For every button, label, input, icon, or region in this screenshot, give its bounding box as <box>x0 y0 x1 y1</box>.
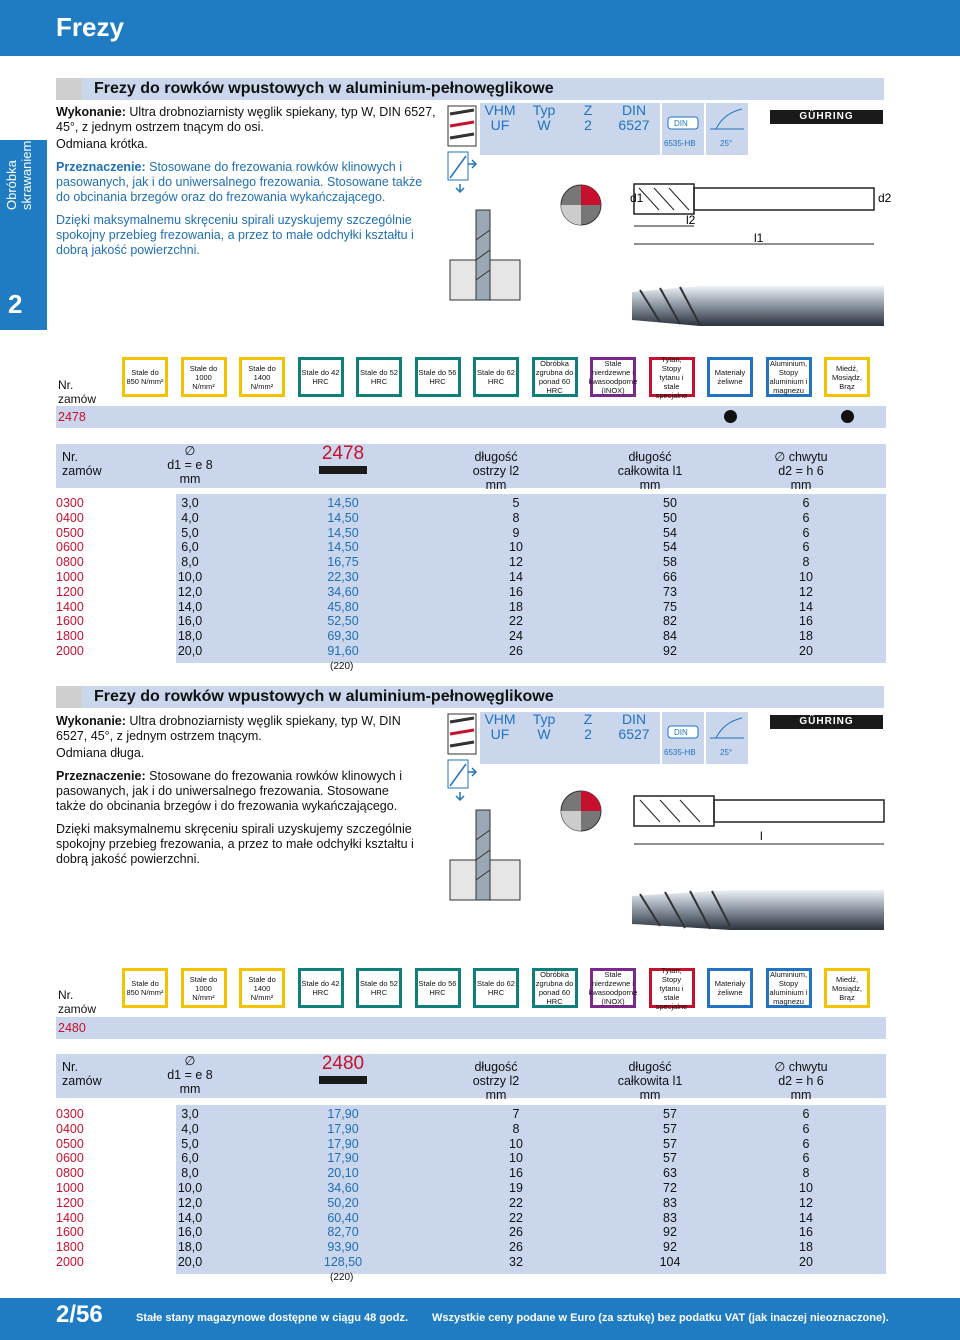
cell-price: 17,90 <box>327 1121 359 1136</box>
table-row <box>56 1255 886 1270</box>
cell-nr: 1400 <box>56 599 84 614</box>
cell-l2: 10 <box>509 540 523 555</box>
table-row <box>56 496 886 511</box>
benefit-text: Dzięki maksymalnemu skręceniu spirali uzyskujemy szczególnie spokojny przebieg frezowania, a przez to małe odchyłki kształtu i dobrą jakość powierzchni. <box>56 822 414 866</box>
cell-d2: 6 <box>802 1151 810 1166</box>
cell-l2: 26 <box>509 1225 523 1240</box>
order-number: 2480 <box>58 1021 86 1035</box>
cell-price: 17,90 <box>327 1151 359 1166</box>
cell-d: 20,0 <box>177 644 203 658</box>
material-box: Materiały żeliwne <box>707 968 753 1008</box>
cross-section-icon <box>556 786 606 836</box>
col-cutting-length: długość ostrzy l2 mm <box>472 450 520 492</box>
col-diameter: ∅ d1 = e 8 mm <box>167 1054 213 1096</box>
stock-note: Stałe stany magazynowe dostępne w ciągu 48 godz. <box>136 1312 409 1324</box>
cell-l2: 22 <box>509 614 523 629</box>
dimension-drawing <box>630 790 886 850</box>
cell-d: 10,0 <box>177 1181 203 1195</box>
cell-d2: 6 <box>802 496 810 510</box>
table-row <box>56 1107 886 1122</box>
cell-l1: 72 <box>663 1181 677 1195</box>
cell-d2: 14 <box>799 599 813 614</box>
cutting-mode-icons <box>446 104 478 194</box>
cell-price: 93,90 <box>327 1240 359 1255</box>
cell-price: 17,90 <box>327 1107 359 1121</box>
material-box: Miedź, Mosiądz, Brąz <box>824 357 870 397</box>
cell-l1: 104 <box>659 1255 681 1269</box>
din-shank-icon: DIN 6535-HB <box>662 103 704 155</box>
order-number: 2478 <box>58 410 86 424</box>
product-description <box>56 105 436 260</box>
col-diameter: ∅ d1 = e 8 mm <box>167 444 213 486</box>
cell-d: 12,0 <box>177 584 203 599</box>
helix-angle-icon: 25° <box>706 712 748 764</box>
material-box: Stale nierdzewne i kwasoodporne (INOX) <box>588 359 638 395</box>
cell-l1: 50 <box>663 510 677 525</box>
material-box: Aluminium, Stopy aluminium i magnezu <box>766 357 812 397</box>
cell-price: 16,75 <box>327 555 359 570</box>
cell-nr: 0300 <box>56 496 84 510</box>
helix-angle-icon: 25° <box>706 103 748 155</box>
cell-d: 6,0 <box>181 540 199 555</box>
cell-l2: 32 <box>509 1255 523 1269</box>
cell-d: 8,0 <box>181 555 199 570</box>
material-box: Stale do 1400 N/mm² <box>239 968 285 1008</box>
cell-nr: 0800 <box>56 555 84 570</box>
table-row <box>56 540 886 555</box>
cell-l1: 57 <box>663 1136 677 1151</box>
order-number-label: Nr. zamów <box>58 988 97 1016</box>
cell-d: 16,0 <box>177 614 203 629</box>
material-box: Stale nierdzewne i kwasoodporne (INOX) <box>588 970 638 1006</box>
cell-nr: 1000 <box>56 570 84 584</box>
cell-d2: 18 <box>799 629 813 644</box>
cell-l2: 24 <box>509 629 523 644</box>
spec-teeth: Z 2 <box>583 102 593 133</box>
svg-text:l1: l1 <box>754 231 764 245</box>
cell-nr: 1400 <box>56 1210 84 1225</box>
table-row <box>56 570 886 585</box>
cell-nr: 0400 <box>56 1121 84 1136</box>
cell-nr: 1000 <box>56 1181 84 1195</box>
page-footer <box>0 1298 960 1340</box>
spec-box <box>480 103 660 155</box>
purpose-text: Stosowane do frezowania rowków klinowych i pasowanych, jak i do uniwersalnego frezowania. Stosowane także do obcinania brzegów i do frezowania wykańczającego. <box>56 769 403 813</box>
cell-l1: 63 <box>663 1166 677 1181</box>
material-box: Obróbka zgrubna do ponad 60 HRC <box>532 968 578 1008</box>
variant-text: Odmiana krótka. <box>56 137 148 151</box>
svg-text:l: l <box>760 829 763 843</box>
cell-price: 52,50 <box>327 614 359 629</box>
section-heading: Frezy do rowków wpustowych w aluminium-pełnowęglikowe <box>94 688 554 705</box>
cell-d2: 8 <box>802 1166 810 1181</box>
material-box: Stale do 62 HRC <box>473 968 519 1008</box>
cell-d2: 12 <box>799 584 813 599</box>
cell-l1: 92 <box>663 1240 677 1255</box>
col-cutting-length: długość ostrzy l2 mm <box>472 1060 520 1102</box>
cell-nr: 0300 <box>56 1107 84 1121</box>
cell-l1: 82 <box>663 614 677 629</box>
material-box: Tytan, Stopy tytanu i stale specjalne <box>649 357 695 397</box>
material-box: Tytan, Stopy tytanu i stale specjalne <box>649 968 695 1008</box>
cell-d: 18,0 <box>177 629 203 644</box>
material-box: Aluminium, Stopy aluminium i magnezu <box>766 968 812 1008</box>
cell-price: 34,60 <box>327 584 359 599</box>
spec-teeth: Z 2 <box>583 711 593 742</box>
cell-price: 50,20 <box>327 1195 359 1210</box>
material-box: Stale do 52 HRC <box>356 357 402 397</box>
spec-type: Typ W <box>532 711 556 742</box>
cell-nr: 1600 <box>56 1225 84 1240</box>
table-row <box>56 1181 886 1196</box>
col-overall-length: długość całkowita l1 mm <box>617 1060 683 1102</box>
cell-d2: 6 <box>802 1136 810 1151</box>
din-shank-icon: DIN 6535-HB <box>662 712 704 764</box>
material-box: Stale do 850 N/mm² <box>122 357 168 397</box>
spec-box <box>480 712 660 764</box>
col-shank-diameter: ∅ chwytu d2 = h 6 mm <box>774 450 828 492</box>
cell-l1: 83 <box>663 1210 677 1225</box>
cell-l2: 22 <box>509 1210 523 1225</box>
cell-nr: 0400 <box>56 510 84 525</box>
material-box: Stale do 52 HRC <box>356 968 402 1008</box>
material-suitability-row <box>122 965 882 1014</box>
material-box: Stale do 1400 N/mm² <box>239 357 285 397</box>
table-footnote: (220) <box>330 1272 354 1283</box>
cell-l1: 54 <box>663 540 677 555</box>
chapter-number: 2 <box>8 289 23 319</box>
section-heading-bar <box>56 686 884 708</box>
cell-d: 10,0 <box>177 570 203 584</box>
cell-nr: 1800 <box>56 1240 84 1255</box>
order-number-label: Nr. zamów <box>58 378 97 406</box>
cell-price: 128,50 <box>323 1255 363 1269</box>
cell-l2: 18 <box>509 599 523 614</box>
page-header-bar <box>0 0 960 56</box>
table-footnote: (220) <box>330 661 354 672</box>
cell-nr: 2000 <box>56 1255 84 1269</box>
spec-type: Typ W <box>532 102 556 133</box>
cell-d: 20,0 <box>177 1255 203 1269</box>
cell-l1: 66 <box>663 570 677 584</box>
cell-price: 60,40 <box>327 1210 359 1225</box>
cell-nr: 1800 <box>56 629 84 644</box>
cell-l2: 16 <box>509 584 523 599</box>
execution-label: Wykonanie: <box>56 714 126 728</box>
cell-d: 8,0 <box>181 1166 199 1181</box>
cell-d: 5,0 <box>181 525 199 540</box>
table-row <box>56 614 886 629</box>
cell-nr: 0600 <box>56 540 84 555</box>
material-box: Stale do 42 HRC <box>298 968 344 1008</box>
col-overall-length: długość całkowita l1 mm <box>617 450 683 492</box>
cell-d: 12,0 <box>177 1195 203 1210</box>
cell-l1: 75 <box>663 599 677 614</box>
table-row <box>56 644 886 659</box>
execution-text: Ultra drobnoziarnisty węglik spiekany, typ W, DIN 6527, 45°, z jednym ostrzem tnącym. <box>56 714 401 743</box>
cell-price: 91,60 <box>327 644 359 658</box>
cross-section-icon <box>556 180 606 230</box>
shank-form-icon <box>319 466 367 474</box>
suitability-dot <box>841 410 854 423</box>
cell-d2: 20 <box>799 1255 813 1269</box>
cell-d2: 6 <box>802 1121 810 1136</box>
order-number-band <box>56 406 886 428</box>
cell-l1: 92 <box>663 1225 677 1240</box>
page-number: 2/56 <box>56 1301 103 1328</box>
cell-price: 14,50 <box>327 510 359 525</box>
cell-d2: 16 <box>799 1225 813 1240</box>
cell-l2: 10 <box>509 1151 523 1166</box>
cell-nr: 0800 <box>56 1166 84 1181</box>
cell-l1: 73 <box>663 584 677 599</box>
purpose-text: Stosowane do frezowania rowków klinowych i pasowanych, jak i do uniwersalnego frezowania. Stosowane także do obcinania brzegów oraz do frezowania wykańczającego. <box>56 160 423 204</box>
cell-price: 45,80 <box>327 599 359 614</box>
cell-l2: 5 <box>512 496 520 510</box>
cell-l2: 16 <box>509 1166 523 1181</box>
cell-price: 17,90 <box>327 1136 359 1151</box>
table-row <box>56 1151 886 1166</box>
cell-d: 6,0 <box>181 1151 199 1166</box>
brand-logo: GÜHRING <box>770 110 883 124</box>
purpose-label: Przeznaczenie: <box>56 769 146 783</box>
cell-d2: 10 <box>799 570 813 584</box>
execution-text: Ultra drobnoziarnisty węglik spiekany, typ W, DIN 6527, 45°, z jednym ostrzem tnącym do osi. <box>56 105 436 134</box>
cell-d: 14,0 <box>177 1210 203 1225</box>
variant-text: Odmiana długa. <box>56 746 145 760</box>
product-table-body <box>56 1107 886 1287</box>
table-row <box>56 1166 886 1181</box>
col-order-number: Nr. zamów <box>62 450 102 478</box>
material-box: Stale do 42 HRC <box>298 357 344 397</box>
product-description <box>56 714 416 869</box>
slot-milling-illustration <box>446 810 536 910</box>
purpose-label: Przeznaczenie: <box>56 160 146 174</box>
cell-d: 4,0 <box>181 510 199 525</box>
cell-nr: 0500 <box>56 525 84 540</box>
brand-logo: GÜHRING <box>770 715 883 729</box>
cell-l2: 22 <box>509 1195 523 1210</box>
cell-d: 4,0 <box>181 1121 199 1136</box>
cell-d2: 6 <box>802 525 810 540</box>
cell-l2: 7 <box>512 1107 520 1121</box>
cell-l1: 57 <box>663 1121 677 1136</box>
product-table-header <box>56 443 886 492</box>
cell-price: 69,30 <box>327 629 359 644</box>
table-row <box>56 555 886 570</box>
spec-din: DIN 6527 <box>618 102 650 133</box>
material-box: Stale do 56 HRC <box>415 357 461 397</box>
product-table-body <box>56 496 886 676</box>
cell-l1: 50 <box>663 496 677 510</box>
cell-price: 22,30 <box>327 570 359 584</box>
material-suitability-row <box>122 354 882 403</box>
order-number-band <box>56 1017 886 1039</box>
dimension-drawing <box>624 178 892 258</box>
price-note: Wszystkie ceny podane w Euro (za sztukę) bez podatku VAT (jak inaczej nieoznaczone). <box>432 1312 889 1324</box>
cell-l2: 8 <box>512 510 520 525</box>
material-box: Stale do 850 N/mm² <box>122 968 168 1008</box>
cell-l2: 12 <box>509 555 523 570</box>
slot-milling-illustration <box>446 200 536 310</box>
cell-nr: 1200 <box>56 584 84 599</box>
cutting-mode-icons <box>446 712 478 802</box>
cell-d2: 6 <box>802 510 810 525</box>
cell-l1: 83 <box>663 1195 677 1210</box>
cell-l1: 57 <box>663 1151 677 1166</box>
product-table-header <box>56 1053 886 1102</box>
cell-d2: 8 <box>802 555 810 570</box>
cell-d: 18,0 <box>177 1240 203 1255</box>
benefit-text: Dzięki maksymalnemu skręceniu spirali uzyskujemy szczególnie spokojny przebieg frezowania, a przez to małe odchyłki kształtu i dobrą jakość powierzchni. <box>56 213 414 257</box>
cell-l2: 8 <box>512 1121 520 1136</box>
spec-din: DIN 6527 <box>618 711 650 742</box>
col-price: 2480 <box>298 1054 388 1084</box>
cell-price: 14,50 <box>327 540 359 555</box>
table-row <box>56 1122 886 1137</box>
page-title: Frezy <box>56 12 124 42</box>
material-box: Stale do 62 HRC <box>473 357 519 397</box>
execution-label: Wykonanie: <box>56 105 126 119</box>
heading-square <box>56 686 82 708</box>
table-row <box>56 1137 886 1152</box>
cell-nr: 1200 <box>56 1195 84 1210</box>
cell-price: 82,70 <box>327 1225 359 1240</box>
shank-form-icon <box>319 1076 367 1084</box>
cell-nr: 0600 <box>56 1151 84 1166</box>
cell-l2: 10 <box>509 1136 523 1151</box>
tool-photo <box>630 282 886 330</box>
svg-text:l2: l2 <box>686 213 696 227</box>
suitability-dot <box>724 410 737 423</box>
cell-l2: 26 <box>509 1240 523 1255</box>
cell-l2: 9 <box>512 525 520 540</box>
table-row <box>56 511 886 526</box>
heading-square <box>56 78 82 100</box>
svg-text:d1: d1 <box>630 191 644 205</box>
cell-l1: 92 <box>663 644 677 658</box>
col-order-number: Nr. zamów <box>62 1060 102 1088</box>
cell-d2: 18 <box>799 1240 813 1255</box>
tool-photo <box>630 886 886 934</box>
cell-d2: 6 <box>802 1107 810 1121</box>
section-heading-bar <box>56 78 884 100</box>
cell-d2: 20 <box>799 644 813 658</box>
cell-l1: 84 <box>663 629 677 644</box>
cell-d: 14,0 <box>177 599 203 614</box>
material-box: Miedź, Mosiądz, Brąz <box>824 968 870 1008</box>
spec-material: VHM UF <box>484 102 516 133</box>
cell-l1: 57 <box>663 1107 677 1121</box>
cell-d2: 10 <box>799 1181 813 1195</box>
cell-price: 14,50 <box>327 496 359 510</box>
cell-d: 5,0 <box>181 1136 199 1151</box>
cell-d: 16,0 <box>177 1225 203 1240</box>
table-row <box>56 1211 886 1226</box>
cell-l1: 58 <box>663 555 677 570</box>
cell-d: 3,0 <box>181 1107 199 1121</box>
material-box: Stale do 1000 N/mm² <box>181 968 227 1008</box>
cell-nr: 2000 <box>56 644 84 658</box>
col-shank-diameter: ∅ chwytu d2 = h 6 mm <box>774 1060 828 1102</box>
cell-l2: 26 <box>509 644 523 658</box>
col-price: 2478 <box>298 444 388 474</box>
cell-price: 14,50 <box>327 525 359 540</box>
chapter-label: Obróbka skrawaniem <box>4 140 34 210</box>
material-box: Stale do 1000 N/mm² <box>181 357 227 397</box>
table-row <box>56 629 886 644</box>
chapter-side-tab <box>0 140 47 330</box>
table-row <box>56 526 886 541</box>
table-row <box>56 1196 886 1211</box>
cell-l2: 19 <box>509 1181 523 1195</box>
cell-nr: 1600 <box>56 614 84 629</box>
cell-nr: 0500 <box>56 1136 84 1151</box>
cell-l2: 14 <box>509 570 523 584</box>
material-box: Obróbka zgrubna do ponad 60 HRC <box>532 357 578 397</box>
material-box: Stale do 56 HRC <box>415 968 461 1008</box>
table-row <box>56 600 886 615</box>
table-row <box>56 1240 886 1255</box>
spec-material: VHM UF <box>484 711 516 742</box>
cell-price: 20,10 <box>327 1166 359 1181</box>
svg-text:d2: d2 <box>878 191 892 205</box>
cell-d2: 6 <box>802 540 810 555</box>
cell-price: 34,60 <box>327 1181 359 1195</box>
material-box: Materiały żeliwne <box>707 357 753 397</box>
cell-d2: 16 <box>799 614 813 629</box>
cell-d2: 12 <box>799 1195 813 1210</box>
table-row <box>56 585 886 600</box>
cell-d: 3,0 <box>181 496 199 510</box>
cell-d2: 14 <box>799 1210 813 1225</box>
table-row <box>56 1225 886 1240</box>
cell-l1: 54 <box>663 525 677 540</box>
section-heading: Frezy do rowków wpustowych w aluminium-pełnowęglikowe <box>94 80 554 97</box>
